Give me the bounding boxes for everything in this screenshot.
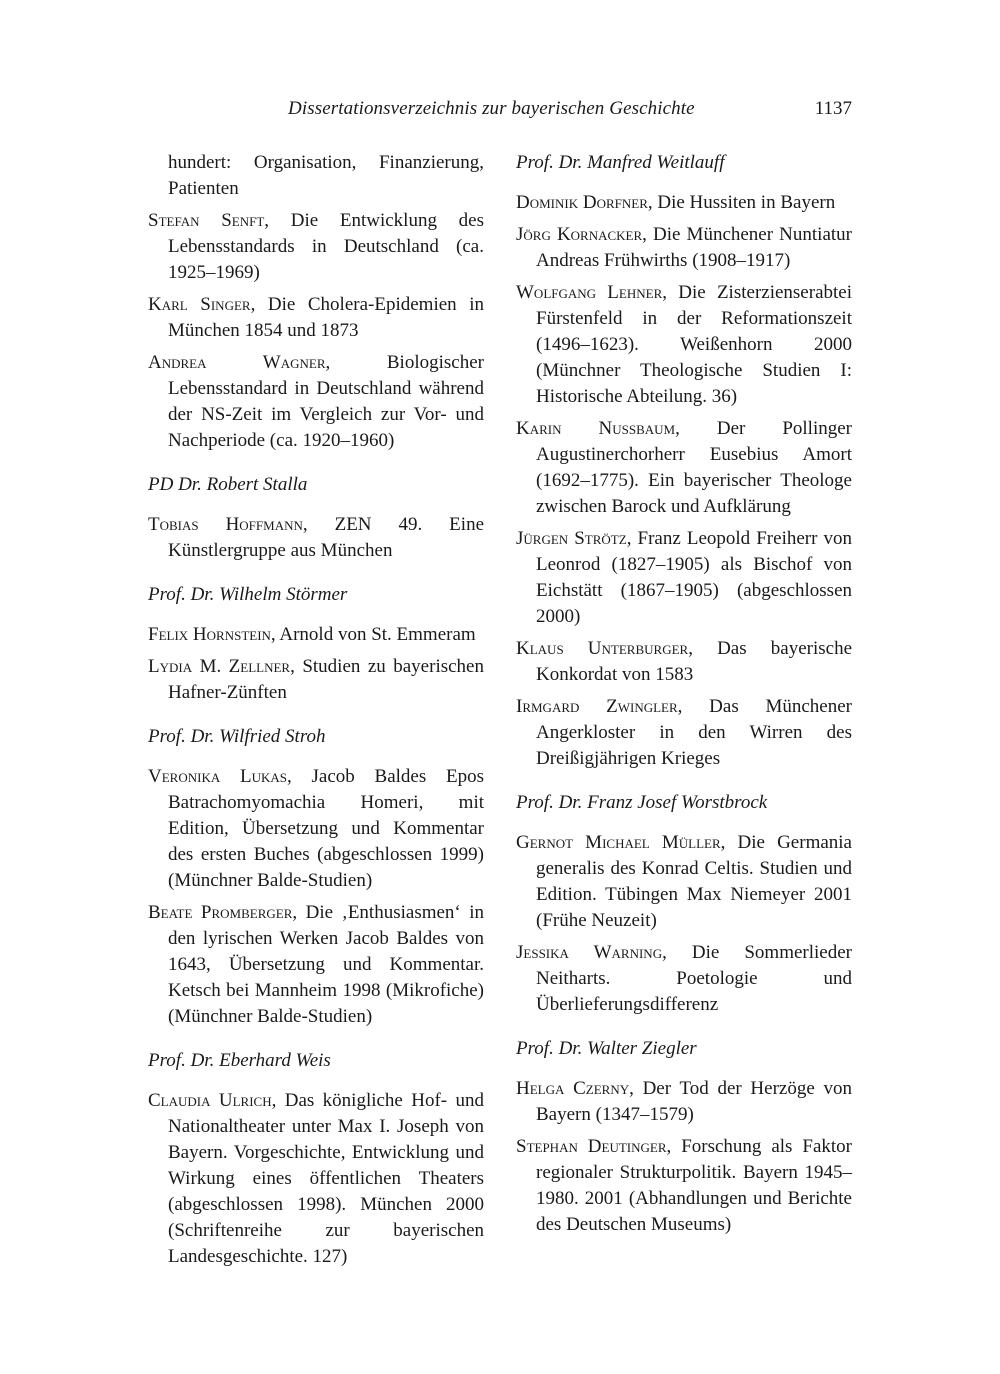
dissertation-title: , Das Münchener Angerkloster in den Wirren des Dreißigjährigen Krieges [536, 696, 852, 769]
supervisor-heading: Prof. Dr. Franz Josef Worstbrock [516, 792, 768, 813]
entry-list [148, 208, 484, 454]
dissertation-title: , Die Cholera-Epidemien in München 1854 und 1873 [168, 294, 484, 341]
dissertation-title: , Die Zisterzienserabtei Fürstenfeld in der Reformationszeit (1496–1623). Weißenhorn 2000 (Münchner Theologische Studien I: Historische Abteilung. 36) [536, 282, 852, 407]
dissertation-title: , Der Tod der Herzöge von Bayern (1347–1579) [536, 1078, 852, 1125]
author-name: Tobias Hoffmann [148, 514, 303, 535]
dissertation-title: , Der Pollinger Augustinerchorherr Eusebius Amort (1692–1775). Ein bayerischer Theologe zwischen Barock und Aufklärung [536, 418, 852, 517]
author-name: Karl Singer [148, 294, 251, 315]
entry-list [516, 1076, 852, 1238]
dissertation-entry [516, 694, 852, 772]
author-name: Beate Promberger [148, 902, 293, 923]
dissertation-entry [516, 1134, 852, 1238]
author-name: Karin Nußbaum [516, 418, 676, 439]
author-name: Lydia M. Zellner [148, 656, 291, 677]
page-number: 1137 [814, 98, 852, 119]
supervisor-heading: Prof. Dr. Wilhelm Störmer [148, 584, 348, 605]
supervisor-heading: Prof. Dr. Eberhard Weis [148, 1050, 331, 1071]
author-name: Dominik Dorfner [516, 192, 648, 213]
author-name: Helga Czerny [516, 1078, 630, 1099]
entry-list [148, 622, 484, 706]
dissertation-entry [148, 1088, 484, 1270]
dissertation-entry [516, 280, 852, 410]
entry-list [516, 830, 852, 1018]
dissertation-entry [516, 526, 852, 630]
author-name: Veronika Lukas [148, 766, 287, 787]
dissertation-entry [148, 208, 484, 286]
entry-list [148, 1088, 484, 1270]
dissertation-title: , Die Münchener Nuntiatur Andreas Frühwirths (1908–1917) [536, 224, 852, 271]
supervisor-heading: Prof. Dr. Wilfried Stroh [148, 726, 326, 747]
dissertation-entry [516, 222, 852, 274]
running-title: Dissertationsverzeichnis zur bayerischen Geschichte [288, 98, 695, 119]
entry-continuation: hundert: Organisation, Finanzierung, Patienten [168, 152, 484, 199]
dissertation-entry [516, 190, 852, 216]
right-column [516, 150, 852, 1244]
dissertation-entry [148, 764, 484, 894]
left-column [148, 150, 484, 1276]
dissertation-title: , Das bayerische Konkordat von 1583 [536, 638, 853, 685]
dissertation-title: , Jacob Baldes Epos Batrachomyomachia Homeri, mit Edition, Übersetzung und Kommentar des ersten Buches (abgeschlossen 1999) (Münchner Balde-Studien) [168, 766, 484, 891]
dissertation-title: , Biologischer Lebensstandard in Deutschland während der NS-Zeit im Vergleich zur Vor- und Nachperiode (ca. 1920–1960) [168, 352, 484, 451]
dissertation-title: , Arnold von St. Emmeram [270, 624, 476, 645]
entry-list [148, 764, 484, 1030]
author-name: Jessika Warning [516, 942, 663, 963]
dissertation-entry [148, 512, 484, 564]
supervisor-heading: PD Dr. Robert Stalla [148, 474, 308, 495]
dissertation-entry [516, 940, 852, 1018]
entry-list [148, 512, 484, 564]
author-name: Stefan Senft [148, 210, 265, 231]
dissertation-entry [516, 636, 852, 688]
dissertation-title: , Franz Leopold Freiherr von Leonrod (1827–1905) als Bischof von Eichstätt (1867–1905) (abgeschlossen 2000) [536, 528, 852, 627]
author-name: Jürgen Strötz [516, 528, 627, 549]
author-name: Klaus Unterburger [516, 638, 689, 659]
author-name: Claudia Ulrich [148, 1090, 272, 1111]
running-header [148, 98, 852, 128]
dissertation-entry [148, 900, 484, 1030]
dissertation-title: , Studien zu bayerischen Hafner-Zünften [168, 656, 484, 703]
dissertation-title: , Das königliche Hof- und Nationaltheater unter Max I. Joseph von Bayern. Vorgeschichte, Entwicklung und Wirkung eines öffentlichen Theaters (abgeschlossen 1998). München 2000 (Schriftenreihe zur bayerischen Landesgeschichte. 127) [168, 1090, 484, 1267]
dissertation-title: , Die Germania generalis des Konrad Celtis. Studien und Edition. Tübingen Max Niemeyer 2001 (Frühe Neuzeit) [536, 832, 852, 931]
dissertation-entry [516, 1076, 852, 1128]
author-name: Gernot Michael Müller [516, 832, 721, 853]
dissertation-title: , Die ‚Enthusiasmen‘ in den lyrischen Werken Jacob Baldes von 1643, Übersetzung und Kommentar. Ketsch bei Mannheim 1998 (Mikrofiche) (Münchner Balde-Studien) [168, 902, 484, 1027]
dissertation-title: , Die Entwicklung des Lebensstandards in Deutschland (ca. 1925–1969) [168, 210, 484, 283]
dissertation-entry [148, 292, 484, 344]
dissertation-title: , ZEN 49. Eine Künstlergruppe aus München [168, 514, 484, 561]
author-name: Wolfgang Lehner [516, 282, 663, 303]
dissertation-entry [516, 830, 852, 934]
dissertation-entry [148, 622, 484, 648]
author-name: Jörg Kornacker [516, 224, 643, 245]
supervisor-heading: Prof. Dr. Manfred Weitlauff [516, 152, 725, 173]
dissertation-entry [148, 350, 484, 454]
author-name: Andrea Wagner [148, 352, 326, 373]
author-name: Felix Hornstein [148, 624, 271, 645]
author-name: Irmgard Zwingler [516, 696, 678, 717]
dissertation-title: , Die Sommerlieder Neitharts. Poetologie und Überlieferungsdifferenz [536, 942, 852, 1015]
entry-list [516, 190, 852, 772]
supervisor-heading: Prof. Dr. Walter Ziegler [516, 1038, 697, 1059]
dissertation-title: , Forschung als Faktor regionaler Strukturpolitik. Bayern 1945–1980. 2001 (Abhandlungen und Berichte des Deutschen Museums) [536, 1136, 852, 1235]
author-name: Stephan Deutinger [516, 1136, 667, 1157]
dissertation-title: , Die Hussiten in Bayern [647, 192, 836, 213]
dissertation-entry [148, 654, 484, 706]
dissertation-entry [516, 416, 852, 520]
